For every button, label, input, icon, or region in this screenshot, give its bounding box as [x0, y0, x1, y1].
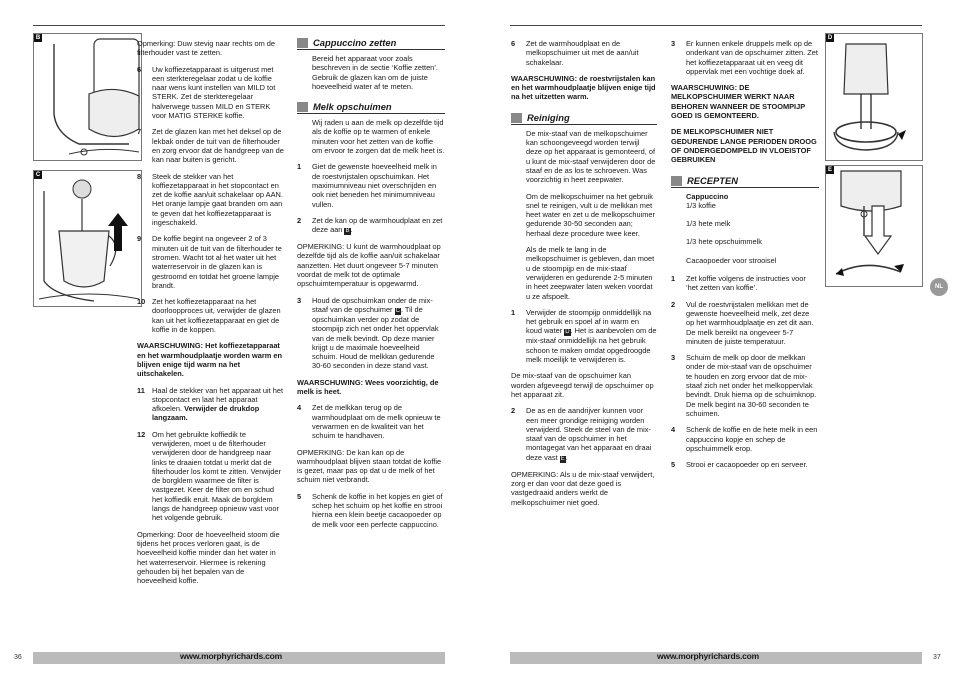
note-bottom: Opmerking: Door de hoeveelheid stoom die tijdens het proces verloren gaat, is de hoeveelheid koffie minder dan het water in het waterreservoir. Hiermee is rekening gehouden bij het bepalen van de hoeveelheid koffie. — [137, 529, 280, 586]
step-10: 10 Zet het koffiezetapparaat na het doorloopproces uit, verwijder de glazen kan uit het koffiezetapparaat en giet de koffie in de koppen. — [137, 297, 281, 335]
recepten-heading: RECEPTEN — [671, 175, 819, 188]
footer-url-right: www.morphyrichards.com — [657, 651, 760, 661]
step-11: 11 Haal de stekker van het apparaat uit het stopcontact en laat het apparaat afkoelen. Verwijder de drukdop langzaam. — [137, 385, 284, 423]
top-rule-left — [33, 25, 445, 26]
melk-step-1: 1 Giet de gewenste hoeveelheid melk in de roestvrijstalen opschuimkan. Het maximumniveau niet overschrijden en ook niet beneden het minimumniveau vullen. — [297, 162, 437, 209]
left-page-column — [137, 39, 285, 592]
cappuccino-heading: Cappuccino zetten — [297, 37, 445, 50]
cappuccino-recipe-title: Cappuccino — [686, 191, 729, 201]
melk-step-2: 2 Zet de kan op de warmhoudplaat en zet deze aan B. — [297, 215, 443, 235]
footer-url-left: www.morphyrichards.com — [180, 651, 283, 661]
melk-heading: Melk opschuimen — [297, 101, 445, 114]
reiniging-p2: Om de melkopschuimer na het gebruik snel te reinigen, vult u de melkkan met heet water en zet u de melkopschuimer gedurende 30-50 seconden aan; herhaal deze procedure twee keer. — [526, 191, 655, 238]
steam-pipe-removal-illustration — [826, 34, 922, 160]
melk-step-6: 6 Zet de warmhoudplaat en de melkopschuimer uit met de aan/uit schakelaar. — [511, 39, 639, 67]
right-warning-1: WAARSCHUWING: DE MELKOPSCHUIMER WERKT NAAR BEHOREN WANNEER DE STOOMPIJP GOED IS GEMONTEERD. — [671, 83, 806, 121]
reiniging-step-1: 1 Verwijder de stoompijp onmiddellijk na het gebruik en spoel af in warm en koud water D. Het is aanbevolen om de mix-staaf onmiddellijk na het gebruik schoon te maken omdat opgedroogde melk moeilijk te verwijderen is. — [511, 307, 657, 365]
ingredient-opschuimmelk: 1/3 hete opschuimmelk — [686, 237, 762, 247]
cappuccino-column — [297, 33, 445, 536]
recepten-column — [671, 39, 819, 476]
page-number-left: 36 — [14, 654, 22, 661]
reiniging-step-2: 2 De as en de aandrijver kunnen voor een meer grondige reiniging worden verwijderd. Steek de steel van de mix-staaf van de opschuimer in het montagegat van het apparaat en draai deze vast E. — [511, 406, 652, 462]
ingredient-cacao: Cacaopoeder voor strooisel — [686, 255, 777, 265]
note-top: Opmerking: Duw stevig naar rechts om de filterhouder vast te zetten. — [137, 39, 276, 58]
ref-box-c: C — [395, 307, 400, 314]
melk-step-4: 4 Zet de melkkan terug op de warmhoudplaat om de melk opnieuw te verwarmen en de kwaliteit van het schuim te handhaven. — [297, 403, 441, 441]
warning-10: WAARSCHUWING: Het koffiezetapparaat en het warmhoudplaatje worden warm en blijven enige tijd warm na het uitschakelen. — [137, 341, 282, 379]
melk-step-3-warning: WAARSCHUWING: Wees voorzichtig, de melk is heet. — [297, 377, 439, 397]
melk-intro: Wij raden u aan de melk op dezelfde tijd als de koffie op te warmen of enkele minuten voor het zetten van de koffie om ervoor te zorgen dat de melk heet is. — [312, 118, 445, 156]
reiniging-p3: Als de melk te lang in de melkopschuimer is gebleven, dan moet u de stoompijp en de mix-staaf verwijderen en gedurende 2-5 minuten in heet zeepwater laten weken voordat u ze afspoelt. — [526, 245, 655, 301]
recipe-step-1: 1 Zet koffie volgens de instructies voor ‘het zetten van koffie’. — [671, 274, 806, 293]
step-6: 6 Uw koffiezetapparaat is uitgerust met een sterkteregelaar zodat u de koffie naar wens kunt instellen van MILD tot STERK. Zet de sterkteregelaar halverwege tussen MILD en STERK voor MATIG STERKE koffie. — [137, 64, 276, 121]
ingredient-hete-melk: 1/3 hete melk — [686, 219, 731, 229]
language-badge: NL — [930, 278, 948, 296]
ingredient-koffie: 1/3 koffie — [686, 200, 716, 210]
melk-step-5: 5 Schenk de koffie in het kopjes en giet of schep het schuim op het koffie en strooi hierna een klein beetje cacaopoeder op de melk voor een perfecte cappuccino. — [297, 491, 443, 529]
step-7: 7 Zet de glazen kan met het deksel op de lekbak onder de tuit van de filterhouder en zorg ervoor dat de handgreep van de kan naar buiten is gericht. — [137, 127, 284, 165]
reiniging-step-1-note: De mix-staaf van de opschuimer kan worden afgeveegd terwijl de opschuimer op het apparaat zit. — [511, 371, 654, 399]
step-12: 12 Om het gebruikte koffiedik te verwijderen, moet u de filterhouder verwijderen door de handgreep naar links te draaien totdat u merkt dat de filterhouder los komt te zitten. Verwijder de borgklem waarmee de filter is vastgezet. Keer de filter om en schud het koffiedik eruit. Maak de borgklem langs de handgreep opnieuw vast voor het volgende gebruik. — [137, 429, 281, 523]
melk-step-2-note: OPMERKING: U kunt de warmhoudplaat op dezelfde tijd als de koffie aan/uit schakelaar aanzetten. Het duurt ongeveer 5-7 minuten voordat de melk tot de optimale opschuimtemperatuur is opgewarmd. — [297, 242, 441, 289]
reiniging-p1: De mix-staaf van de melkopschuimer kan schoongeveegd worden terwijl deze op het apparaat is gemonteerd, of u kunt de mix-staaf verwijderen door de staaf en de as los te schroeven. Was voorzichtig in heet zeepwater. — [526, 128, 656, 185]
ref-box-d: D — [565, 329, 570, 336]
coffee-machine-illustration — [34, 34, 141, 160]
figure-label: C — [35, 172, 41, 178]
figure-d — [825, 33, 923, 161]
right-warning-2: DE MELKOPSCHUIMER NIET GEDURENDE LANGE PERIODEN DROOG OF ONDERGEDOMPELD IN VLOEISTOF GEBRUIKEN — [671, 127, 817, 165]
melk-step-3: 3 Houd de opschuimkan onder de mix-staaf van de opschuimer C. Til de opschuimkan verder op zodat de stoompijp zich net onder het oppervlak van de melk bevindt. Op deze manier krijgt u de maximale hoeveelheid schuim. Houd de melkkan gedurende 30-60 seconden in deze stand vast. — [297, 295, 439, 371]
step-9: 9 De koffie begint na ongeveer 2 of 3 minuten uit de tuit van de filterhouder te stromen. Wacht tot al het water uit het waterreservoir in de glazen kan is gestroomd en totdat het groene lampje brandt. — [137, 234, 282, 290]
figure-e — [825, 165, 923, 287]
figure-b — [33, 33, 142, 161]
ref-box-e: E — [560, 455, 565, 462]
page-number-right: 37 — [933, 654, 941, 661]
recipe-step-3: 3 Schuim de melk op door de melkkan onder de mix-staaf van de opschuimer te houden en zorg ervoor dat de mix-staaf zich net onder het melkoppervlak bevindt. Druk hierna op de schuimknop. De melk begint na 30-60 seconden te schuimen. — [671, 353, 817, 418]
reiniging-step-3: 3 Er kunnen enkele druppels melk op de onderkant van de opschuimer zitten. Zet het koffiezetapparaat uit en veeg dit oppervlak met een vochtige doek af. — [671, 39, 818, 76]
reiniging-column — [511, 39, 657, 514]
figure-label: E — [827, 167, 832, 173]
ref-box-b: B — [345, 228, 350, 235]
figure-label: D — [827, 35, 833, 41]
mix-rod-mounting-illustration — [826, 166, 922, 286]
melk-step-4-note: OPMERKING: De kan kan op de warmhoudplaat blijven staan totdat de koffie is gezet, maar pas op dat u de melk of het schuim niet verbrandt. — [297, 447, 442, 485]
reiniging-heading: Reiniging — [511, 112, 657, 125]
recipe-step-5: 5 Strooi er cacaopoeder op en serveer. — [671, 460, 808, 470]
top-rule-right — [510, 25, 922, 26]
figure-label: B — [35, 35, 41, 41]
reiniging-warning: WAARSCHUWING: de roestvrijstalen kan en het warmhoudplaatje blijven enige tijd na het uitzetten warm. — [511, 73, 656, 102]
cappuccino-intro: Bereid het apparaat voor zoals beschreven in de sectie ‘Koffie zetten’. Gebruik de glazen kan om de juiste hoeveelheid water af te meten. — [312, 54, 438, 91]
step-8: 8 Steek de stekker van het koffiezetapparaat in het stopcontact en zet de koffie aan/uit schakelaar op AAN. Het oranje lampje gaat branden om aan te geven dat het koffiezetapparaat is ingeschakeld. — [137, 171, 283, 228]
frother-jug-illustration — [34, 171, 141, 306]
reiniging-step-2-note: OPMERKING: Als u de mix-staaf verwijdert, zorg er dan voor dat deze goed is vastgedraaid anders werkt de melkopschuimer niet goed. — [511, 469, 655, 507]
recipe-step-4: 4 Schenk de koffie en de hete melk in een cappuccino kopje en schep de opschuimmelk erop. — [671, 425, 818, 453]
figure-c — [33, 170, 142, 307]
recipe-step-2: 2 Vul de roestvrijstalen melkkan met de gewenste hoeveelheid melk, zet deze op het warmhoudplaatje en zet dit aan. De melk bereikt na ongeveer 5-7 minuten de juiste temperatuur. — [671, 299, 814, 346]
